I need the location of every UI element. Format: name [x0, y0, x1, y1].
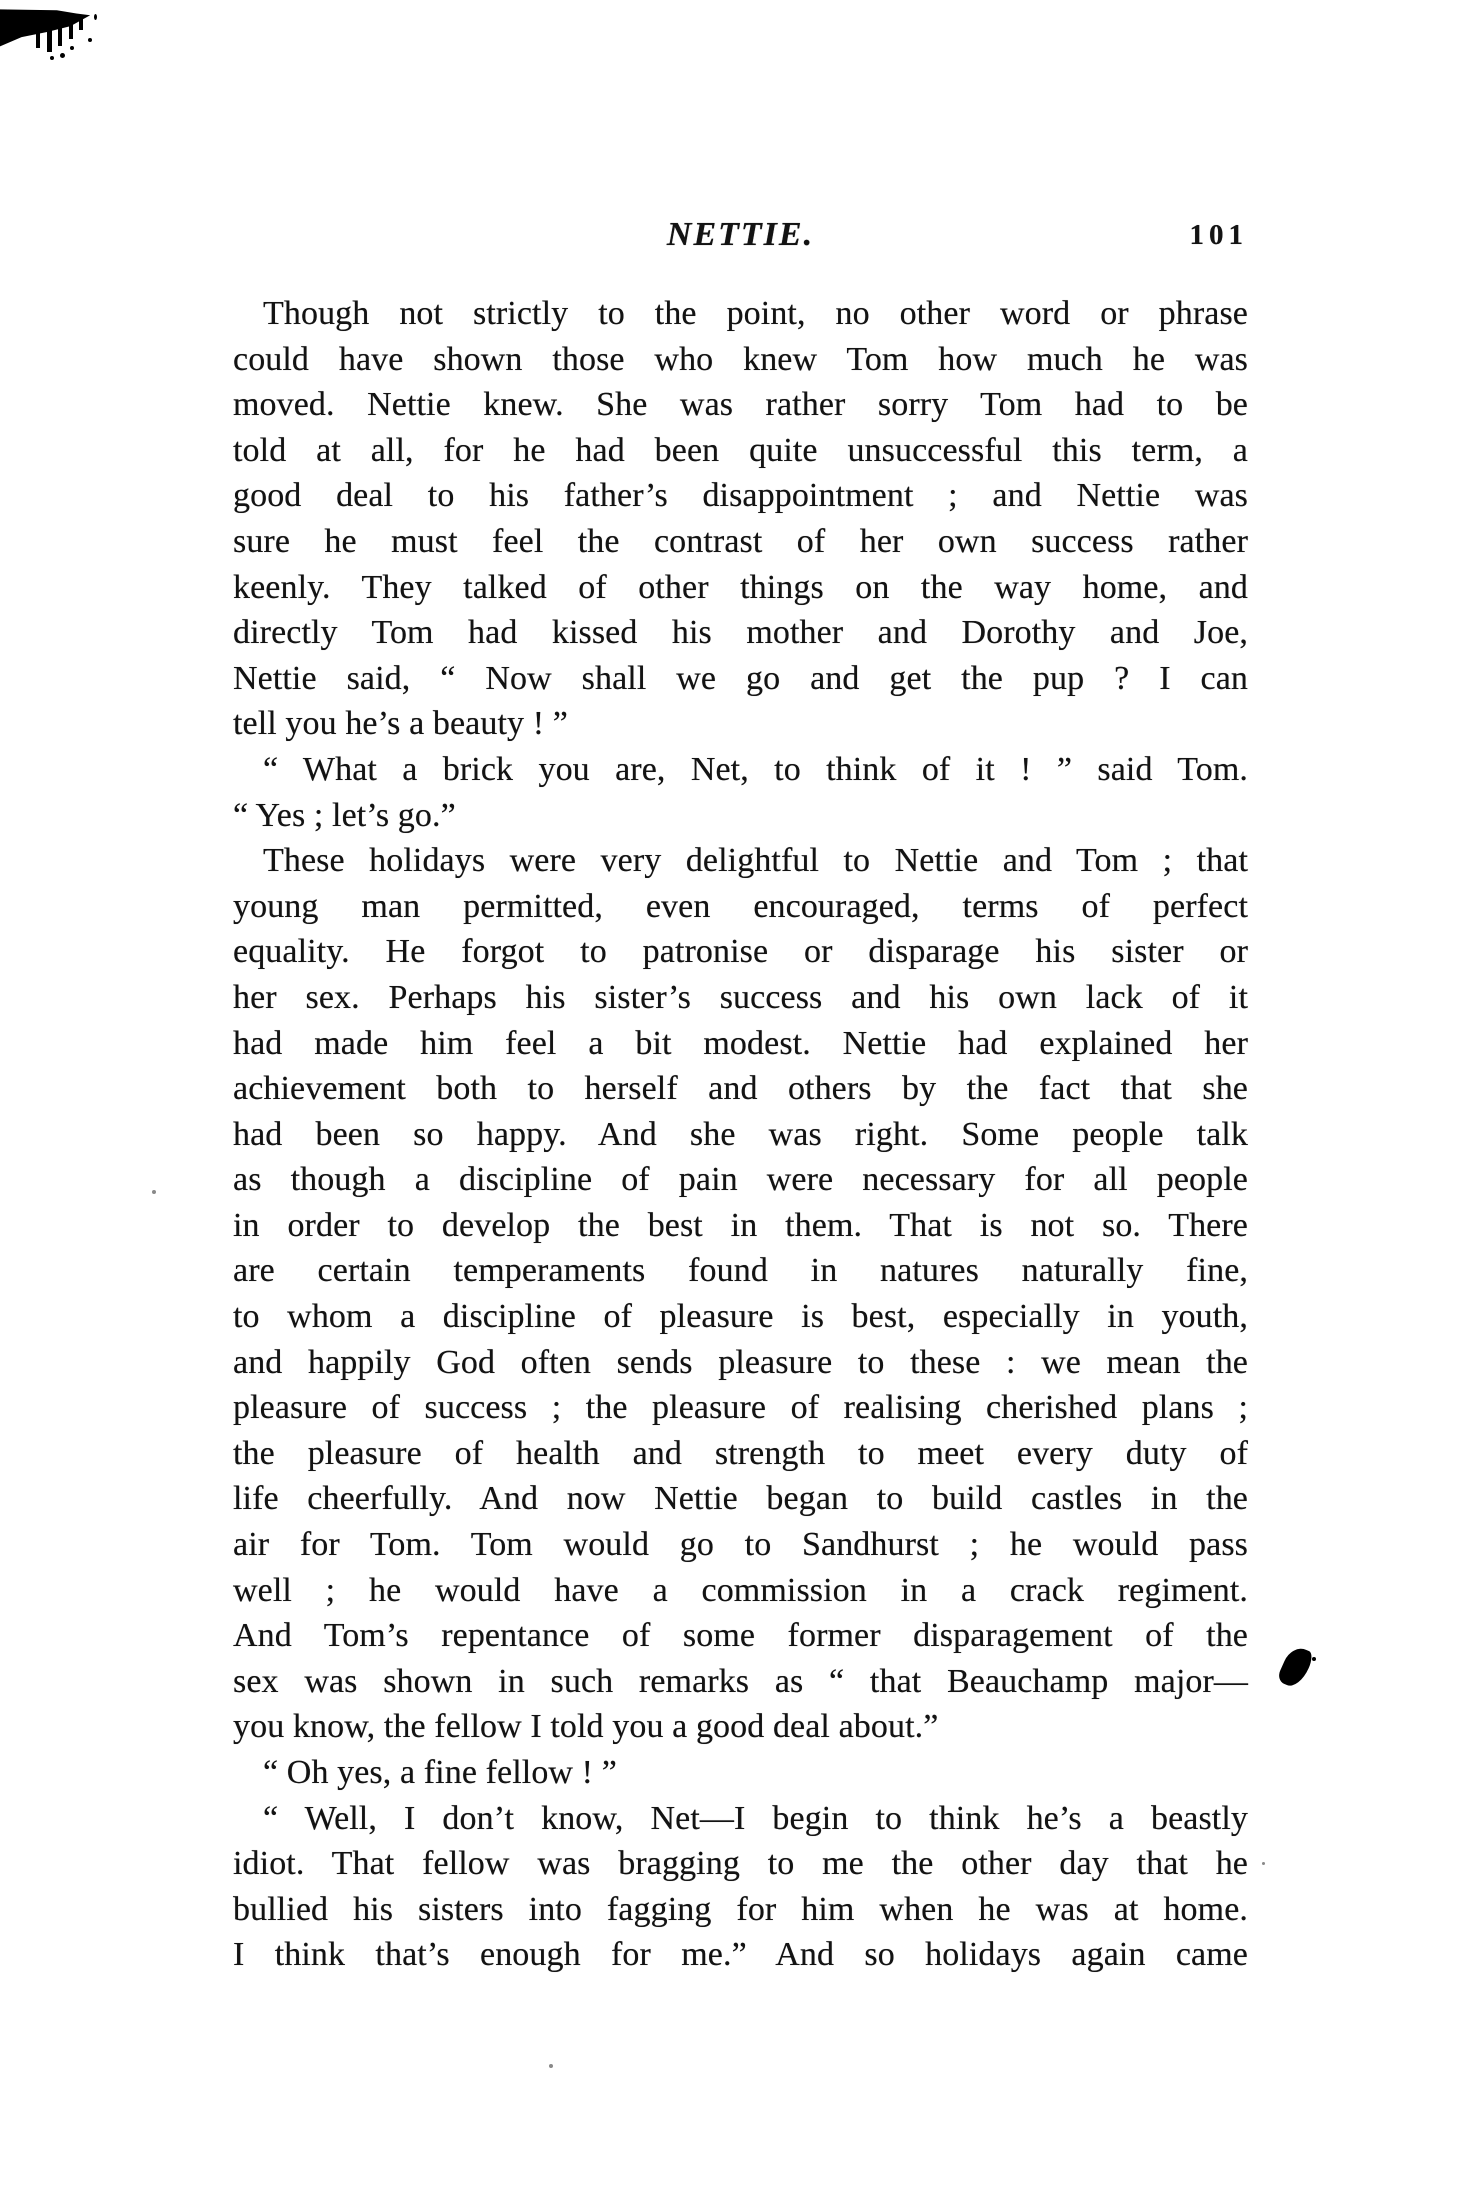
- text-line: in order to develop the best in them. That is not so. There: [233, 1206, 1248, 1244]
- text-line: achievement both to herself and others by the fact that she: [233, 1070, 1248, 1108]
- text-line: keenly. They talked of other things on the way home, and: [233, 568, 1248, 606]
- text-line: These holidays were very delightful to Nettie and Tom ; that: [263, 842, 1248, 880]
- text-line: life cheerfully. And now Nettie began to build castles in the: [233, 1480, 1248, 1518]
- body-text: [233, 291, 1248, 1978]
- ink-speck: [152, 1190, 156, 1194]
- text-line: “ Yes ; let’s go.”: [233, 796, 456, 834]
- corner-scan-smudge: [0, 4, 110, 66]
- text-line: “ What a brick you are, Net, to think of it ! ” said Tom.: [263, 750, 1248, 788]
- text-line: had made him feel a bit modest. Nettie had explained her: [233, 1024, 1248, 1062]
- text-line: “ Well, I don’t know, Net—I begin to think he’s a beastly: [263, 1799, 1248, 1837]
- text-line: Nettie said, “ Now shall we go and get the pup ? I can: [233, 659, 1248, 697]
- page-number: 101: [1189, 219, 1248, 251]
- text-line: sure he must feel the contrast of her own success rather: [233, 522, 1248, 560]
- text-line: moved. Nettie knew. She was rather sorry Tom had to be: [233, 386, 1248, 424]
- text-line: air for Tom. Tom would go to Sandhurst ; he would pass: [233, 1526, 1248, 1564]
- text-line: the pleasure of health and strength to meet every duty of: [233, 1434, 1248, 1472]
- text-line: And Tom’s repentance of some former disparagement of the: [233, 1617, 1248, 1655]
- ink-speck: [549, 2064, 553, 2068]
- text-line: idiot. That fellow was bragging to me the other day that he: [233, 1845, 1248, 1883]
- text-line: Though not strictly to the point, no other word or phrase: [263, 295, 1248, 332]
- text-line: pleasure of success ; the pleasure of realising cherished plans ;: [233, 1389, 1248, 1427]
- text-line: directly Tom had kissed his mother and Dorothy and Joe,: [233, 614, 1248, 652]
- text-line: could have shown those who knew Tom how much he was: [233, 340, 1248, 378]
- text-line: as though a discipline of pain were necessary for all people: [233, 1161, 1248, 1199]
- text-line: you know, the fellow I told you a good deal about.”: [233, 1708, 939, 1746]
- text-line: and happily God often sends pleasure to these : we mean the: [233, 1343, 1248, 1381]
- text-line: bullied his sisters into fagging for him when he was at home.: [233, 1890, 1248, 1928]
- ink-blot: [1276, 1644, 1315, 1691]
- text-line: to whom a discipline of pleasure is best, especially in youth,: [233, 1298, 1248, 1336]
- text-line: well ; he would have a commission in a crack regiment.: [233, 1571, 1248, 1609]
- ink-blot-dot: [1312, 1657, 1316, 1661]
- page-title: NETTIE.: [666, 216, 815, 253]
- text-line: her sex. Perhaps his sister’s success and his own lack of it: [233, 978, 1248, 1016]
- text-line: told at all, for he had been quite unsuccessful this term, a: [233, 431, 1248, 469]
- text-line: had been so happy. And she was right. Some people talk: [233, 1115, 1248, 1153]
- text-line: young man permitted, even encouraged, terms of perfect: [233, 887, 1248, 925]
- ink-speck: [1262, 1862, 1265, 1865]
- text-line: sex was shown in such remarks as “ that Beauchamp major—: [233, 1662, 1248, 1700]
- page-header: [233, 216, 1248, 260]
- text-line: good deal to his father’s disappointment ; and Nettie was: [233, 477, 1248, 515]
- text-line: tell you he’s a beauty ! ”: [233, 705, 568, 743]
- text-line: I think that’s enough for me.” And so holidays again came: [233, 1936, 1248, 1974]
- text-line: “ Oh yes, a fine fellow ! ”: [263, 1754, 617, 1791]
- text-line: equality. He forgot to patronise or disparage his sister or: [233, 933, 1248, 971]
- text-line: are certain temperaments found in natures naturally fine,: [233, 1252, 1248, 1290]
